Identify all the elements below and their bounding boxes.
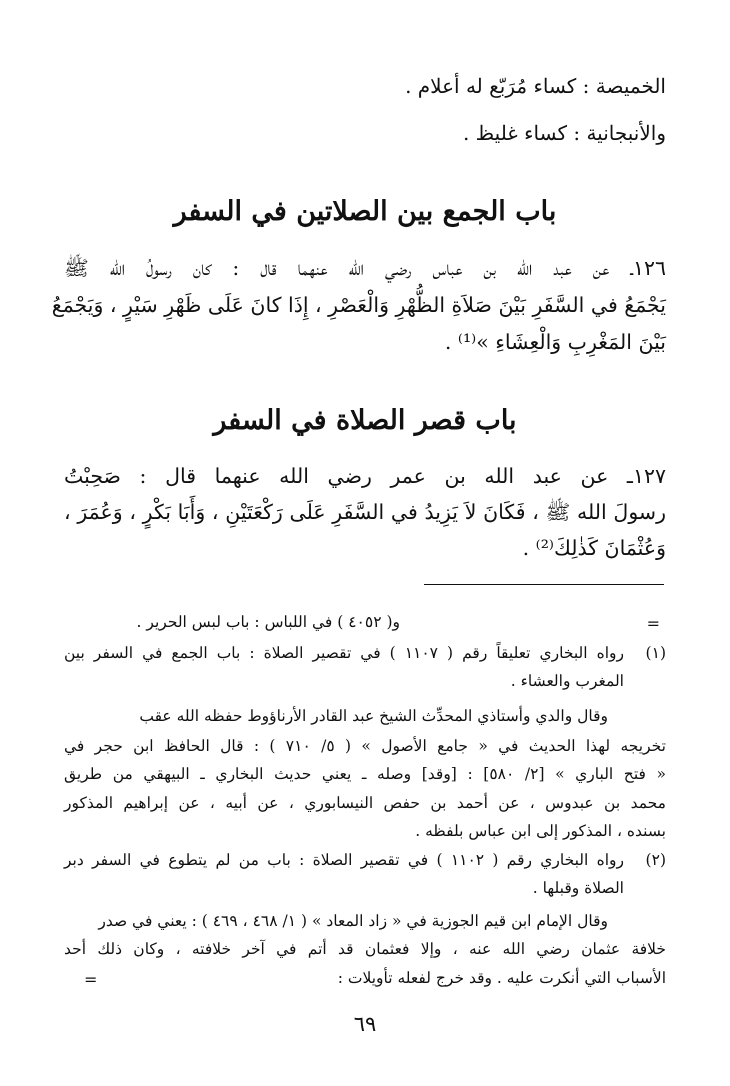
footnote-1-line-1: رواه البخاري تعليقاً رقم ( ١١٠٧ ) في تقصير الصلاة : باب الجمع في السفر بين xyxy=(64,644,624,662)
hadith-126-line-1: ١٢٦ـ عن عبد الله بن عباس رضي الله عنهما قال : كان رسولُ الله ﷺ xyxy=(64,256,666,280)
hadith-127-line-3: وَعُثْمَانَ كَذٰلِكَ⁽²⁾ . xyxy=(522,536,666,560)
footnote-1-commentary-line-3: « فتح الباري » [٢/ ٥٨٠] : [وقد] وصله ـ يعني حديث البخاري ـ البيهقي من طريق xyxy=(64,765,666,783)
footnote-2-line-1: رواه البخاري رقم ( ١١٠٢ ) في تقصير الصلاة : باب من لم يتطوع في السفر دبر xyxy=(64,851,624,869)
footnote-2-commentary-line-2: خلافة عثمان رضي الله عنه ، وإلا فعثمان قد أتم في آخر خلافته ، وكان ذلك أحد xyxy=(64,940,666,958)
hadith-126-line-3: بَيْنَ المَغْرِبِ وَالْعِشَاءِ »⁽¹⁾ . xyxy=(444,330,666,354)
footnote-continuation-line: و( ٤٠٥٢ ) في اللباس : باب لبس الحرير . xyxy=(136,613,400,631)
footnote-2-number: (٢) xyxy=(645,851,666,869)
footnote-1-commentary-line-4: محمد بن عبدوس ، عن أحمد بن حفص النيسابوري ، عن أبيه ، عن إبراهيم المذكور xyxy=(64,794,666,812)
footnote-2-commentary-line-1: وقال الإمام ابن قيم الجوزية في « زاد المعاد » ( ١/ ٤٦٨ ، ٤٦٩ ) : يعني في صدر xyxy=(98,912,608,930)
footnote-2-line-2: الصلاة وقبلها . xyxy=(532,879,624,897)
continuation-mark: = xyxy=(646,614,660,633)
footnote-1-number: (١) xyxy=(645,644,666,662)
section-title-shortening-prayer: باب قصر الصلاة في السفر xyxy=(213,405,517,436)
page-number: ٦٩ xyxy=(353,1012,377,1036)
footnote-1-commentary-line-1: وقال والدي وأستاذي المحدِّث الشيخ عبد القادر الأرناؤوط حفظه الله عقب xyxy=(139,707,608,725)
section-title-combining-prayers: باب الجمع بين الصلاتين في السفر xyxy=(173,196,557,227)
footnote-1-commentary-line-5: بسنده ، المذكور إلى ابن عباس بلفظه . xyxy=(415,822,666,840)
hadith-126-line-2: يَجْمَعُ في السَّفَرِ بَيْنَ صَلاَةِ الظُّهْرِ وَالْعَصْرِ ، إِذَا كانَ عَلَى ظَهْرِ سَيْرٍ ، وَيَجْمَعُ xyxy=(51,293,666,317)
hadith-127-line-2: رسولَ الله ﷺ ، فَكَانَ لاَ يَزِيدُ في السَّفَرِ عَلَى رَكْعَتَيْنِ ، وَأَبَا بَكْرٍ ، وَعُمَرَ ، xyxy=(64,500,666,524)
footnote-separator xyxy=(424,584,664,585)
footnote-2-commentary-line-3: الأسباب التي أنكرت عليه . وقد خرج لفعله تأويلات : xyxy=(337,969,666,987)
definition-anbijaniya: والأنبجانية : كساء غليظ . xyxy=(462,121,666,145)
definition-khamisa: الخميصة : كساء مُرَبّع له أعلام . xyxy=(405,74,666,98)
hadith-127-line-1: ١٢٧ـ عن عبد الله بن عمر رضي الله عنهما قال : صَحِبْتُ xyxy=(64,464,666,488)
continuation-end-mark: = xyxy=(84,970,98,989)
footnote-1-commentary-line-2: تخريجه لهذا الحديث في « جامع الأصول » ( ٥/ ٧١٠ ) : قال الحافظ ابن حجر في xyxy=(64,737,666,755)
footnote-1-line-2: المغرب والعشاء . xyxy=(510,672,624,690)
